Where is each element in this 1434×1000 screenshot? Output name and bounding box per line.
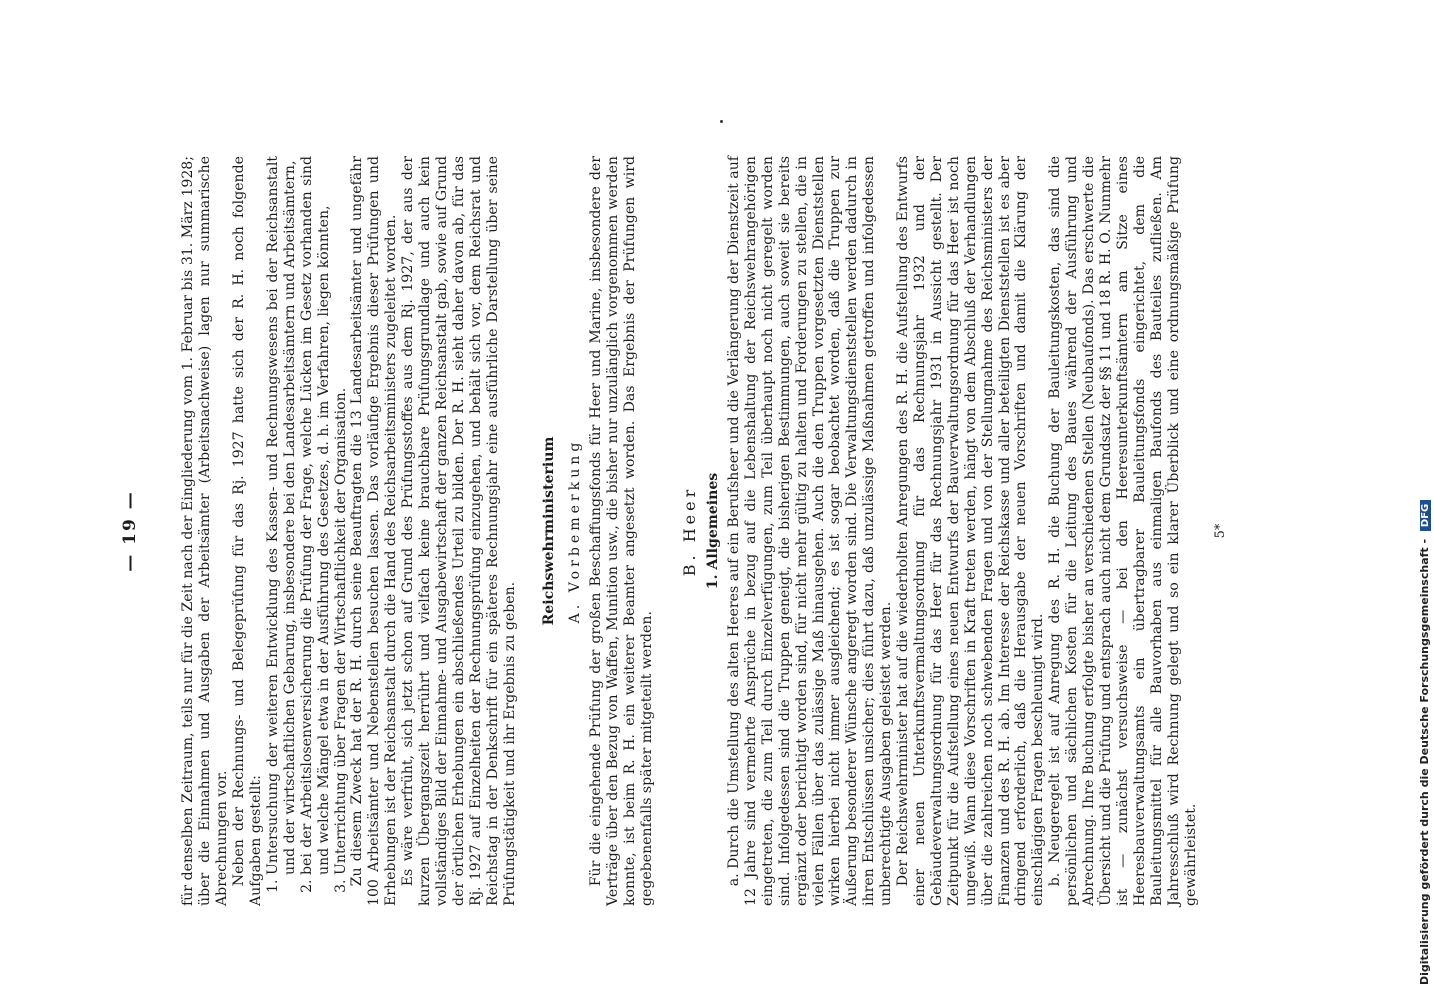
subsection-b-title: B. Heer [679,485,699,577]
subsection-b1-title: 1. Allgemeines [705,472,722,590]
paragraph-a: a. Durch die Umstellung des alten Heeres auf ein Berufsheer und die Verlängerung der Dienstzeit auf 12 Jahre sind vermehrte Ansprüche in bezug auf die Lebenshaltung der Reichswehrangehörigen eingetreten, die zum Teil durch Einzelverfügungen, zum Teil überhaupt noch nicht geregelt worden sind. Infolgedessen sind die Truppen geneigt, die bisherigen Bestimmungen, auch soweit sie bereits ergänzt oder berichtigt worden sind, für nicht mehr gültig zu halten und Forderungen zu stellen, die in vielen Fällen über das zulässige Maß hinausgehen. Auch die den Truppen vorgesetzten Dienststellen wirken hierbei nicht immer ausgleichend; es ist sogar beobachtet worden, daß die Truppen zur Äußerung besonderer Wünsche angeregt worden sind. Die Verwaltungsdienststellen werden dadurch in ihren Entschlüssen unsicher; dies führt dazu, daß unzulässige Maßnahmen getroffen und infolgedessen unberechtigte Ausgaben geleistet werden. [726,156,895,906]
paragraph-a-continued: Der Reichswehrminister hat auf die wiederholten Anregungen des R. H. die Aufstellung des Entwurfs einer neuen Unterkunftsvermaltungsordnung für das Rechnungsjahr 1932 und der Gebäudeverwaltungsordnung für das Heer für das Rechnungsjahr 1931 in Aussicht gestellt. Der Zeitpunkt für die Aufstellung eines neuen Entwurfs der Bauverwaltungsordnung für das Heer ist noch ungewiß. Wann diese Vorschriften in Kraft treten werden, hängt von dem Abschluß der Verhandlungen über die zahlreichen noch schwebenden Fragen und von der Stellungnahme des Reichsministers der Finanzen und des R. H. ab. Im Interesse der Reichskasse und aller beteiligten Dienststellen ist es aber dringend erforderlich, daß die Herausgabe der neuen Vorschriften und damit die Klärung der einschlägigen Fragen beschleunigt wird. [895,156,1047,906]
purpose-paragraph: Zu diesem Zweck hat der R. H. durch seine Beauftragten die 13 Landesarbeitsämter und ungefähr 100 Arbeitsämter und Nebenstellen besuchen lassen. Das vorläufige Ergebnis dieser Prüfungen und Erhebungen ist der Reichsanstalt durch die Hand des Reichsarbeitsministers zugeleitet worden. [349,156,400,906]
page-number: — 19 — [120,490,140,572]
task-item: 1. Untersuchung der weiteren Entwicklung des Kassen- und Rechnungswesens bei der Reichsanstalt und der wirtschaftlichen Gebarung, insbesondere bei den Landesarbeitsämtern und Arbeitsämtern, [265,156,299,875]
scan-speck [720,120,723,123]
tasks-intro: Neben der Rechnungs- und Belegeprüfung für das Rj. 1927 hatte sich der R. H. noch folgende Aufgaben gestellt: [231,156,265,906]
document-page [120,156,1300,906]
tasks-list [265,156,350,906]
task-item: 3. Unterrichtung über Fragen der Wirtschaftlichkeit der Organisation. [333,156,350,875]
signature-mark: 5* [1213,523,1229,539]
credit-text: Digitalisierung gefördert durch die Deutsche Forschungsgemeinschaft - [1418,538,1431,985]
preliminary-paragraph: Für die eingehende Prüfung der großen Beschaffungsfonds für Heer und Marine, insbesondere der Verträge über den Bezug von Waffen, Munition usw., die bisher nur unzulänglich vorgenommen werden konnte, ist beim R. H. ein weiterer Beamter angesetzt worden. Das Ergebnis der Prüfungen wird gegebenenfalls später mitgeteilt werden. [588,156,656,906]
intro-continuation: für denselben Zeitraum, teils nur für die Zeit nach der Eingliederung vom 1. Februar bis 31. März 1928; über die Einnahmen und Ausgaben der Arbeitsämter (Arbeitsnachweise) lagen nur summarische Abrechnungen vor. [180,156,231,906]
section-title: Reichswehrministerium [540,436,557,626]
task-item: 2. bei der Arbeitslosenversicherung die Prüfung der Frage, welche Lücken im Gesetz vorhanden sind und welche Mängel etwa in der Ausführung des Gesetzes, d. h. im Verfahren, liegen könnten, [299,156,333,875]
subsection-a-title: A. Vorbemerkung [567,438,584,624]
dfg-logo: DFG [1420,500,1431,531]
digitization-credit [1418,5,1431,985]
paragraph-b: b. Neugeregelt ist auf Anregung des R. H. die Buchung der Bauleitungskosten, das sind die persönlichen und sächlichen Kosten für die Leitung des Baues während der Ausführung und Abrechnung. Ihre Buchung erfolgte bisher an verschiedenen Stellen (Neubaufonds). Das erschwerte die Übersicht und die Prüfung und entsprach auch nicht dem Grundsatz der §§ 11 und 18 R. H. O. Nunmehr ist — zunächst versuchsweise — bei den Heeresunterkunftsämtern am Sitze eines Heeresbauverwaltungsamts ein übertragbarer Bauleitungsfonds eingerichtet, dem die Bauleitungsmittel für alle Bauvorhaben aus einmaligen Baufonds des Bauteiles zufließen. Am Jahresschluß wird Rechnung gelegt und so ein klarer Überblick und eine ordnungsmäßige Prüfung gewährleistet. [1047,156,1199,906]
premature-paragraph: Es wäre verfrüht, sich jetzt schon auf Grund des Prüfungsstoffes aus dem Rj. 1927, der aus der kurzen Übergangszeit herrührt und vielfach keine brauchbare Prüfungsgrundlage und auch kein vollständiges Bild der Einnahme- und Ausgabewirtschaft der ganzen Reichsanstalt gab, sowie auf Grund der örtlichen Erhebungen ein abschließendes Urteil zu bilden. Der R. H. sieht daher davon ab, für das Rj. 1927 auf Einzelheiten der Rechnungsprüfung einzugehen, und behält sich vor, dem Reichsrat und Reichstag in der Denkschrift für ein späteres Rechnungsjahr eine ausführliche Darstellung über seine Prüfungstätigkeit und ihr Ergebnis zu geben. [400,156,518,906]
